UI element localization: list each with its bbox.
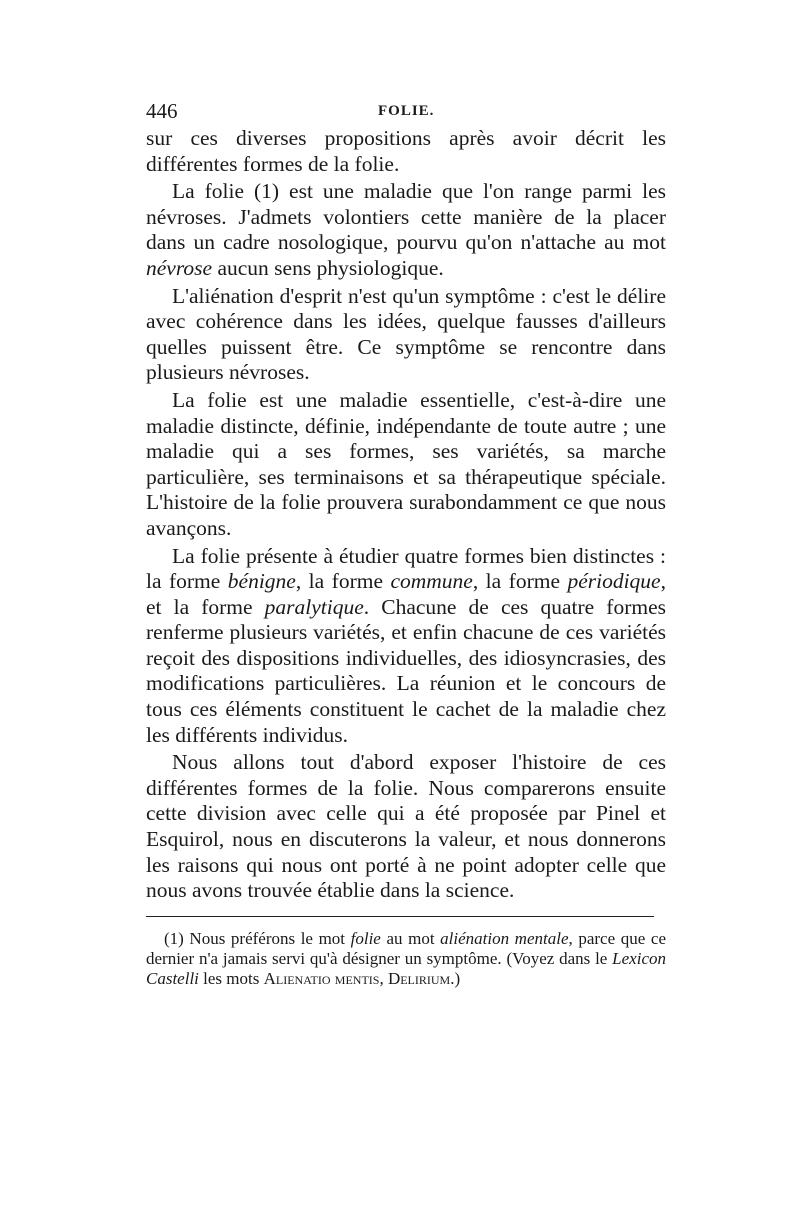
- text-run: , parce que ce dernier n'a jamais servi qu'à désigner un symptôme. (Voyez dans le: [146, 928, 666, 968]
- paragraph-alienation: [146, 284, 666, 386]
- italic-term: commune: [390, 569, 473, 594]
- running-head: [146, 96, 666, 126]
- text-run: (1) Nous préférons le mot: [164, 928, 351, 948]
- text-run: .): [450, 968, 461, 988]
- text-run: au mot: [380, 928, 441, 948]
- footnote-rule: [146, 916, 654, 917]
- italic-term: bénigne: [227, 569, 296, 594]
- text-run: , la forme: [472, 569, 568, 594]
- text-run: les mots: [198, 968, 264, 988]
- paragraph-nevrose: [146, 179, 666, 281]
- text-run: La folie est une maladie essentielle, c'est-à-dire une maladie distincte, définie, indépendante de toute autre ; une maladie qui a ses formes, ses variétés, sa marche particulière, ses terminaisons et sa thérapeutique spéciale. L'histoire de la folie prouvera surabondamment ce que nous avançons.: [146, 387, 666, 540]
- book-page: [146, 96, 666, 1006]
- italic-term: folie: [350, 928, 381, 948]
- italic-term: Lexicon Castelli: [146, 948, 666, 988]
- text-run: Nous allons tout d'abord exposer l'histoire de ces différentes formes de la folie. Nous comparerons ensuite cette division avec celle qui a été proposée par Pinel et Esquirol, nous en discuterons la valeur, et nous donnerons les raisons qui nous ont porté à ne point adopter celle que nous avons trouvée établie dans la science.: [146, 750, 666, 903]
- text-run: aucun sens physiologique.: [212, 255, 444, 280]
- italic-term: aliénation mentale: [440, 928, 569, 948]
- text-run: , et la forme: [146, 569, 666, 619]
- italic-term: périodique: [567, 569, 661, 594]
- text-run: L'aliénation d'esprit n'est qu'un symptôme : c'est le délire avec cohérence dans les idées, quelque fausses d'ailleurs quelles puissent être. Ce symptôme se rencontre dans plusieurs névroses.: [146, 283, 666, 385]
- small-caps-term: Delirium: [387, 968, 451, 988]
- page-number: 446: [146, 99, 178, 123]
- paragraph-essentielle: [146, 388, 666, 542]
- italic-term: névrose: [146, 255, 213, 280]
- paragraph-histoire: [146, 750, 666, 904]
- italic-term: paralytique: [264, 594, 364, 619]
- text-run: . Chacune de ces quatre formes renferme plusieurs variétés, et enfin chacune de ces variétés reçoit des dispositions individuelles, des idiosyncrasies, des modifications particulières. La réunion et le concours de tous ces éléments constituent le cachet de la maladie chez les différents individus.: [146, 594, 666, 747]
- paragraph-formes: [146, 544, 666, 749]
- text-run: , la forme: [295, 569, 391, 594]
- text-run: La folie présente à étudier quatre formes bien distinctes : la forme: [146, 543, 666, 594]
- paragraph-continuation: [146, 126, 666, 177]
- small-caps-term: Alienatio mentis: [263, 968, 380, 988]
- text-run: sur ces diverses propositions après avoir décrit les différentes formes de la folie.: [146, 126, 666, 176]
- body-text: [146, 126, 666, 904]
- running-title: FOLIE.: [378, 103, 435, 119]
- text-run: ,: [379, 968, 388, 988]
- text-run: La folie (1) est une maladie que l'on range parmi les névroses. J'admets volontiers cette manière de la placer dans un cadre nosologique, pourvu qu'on n'attache au mot: [146, 179, 666, 255]
- footnote: [146, 929, 666, 989]
